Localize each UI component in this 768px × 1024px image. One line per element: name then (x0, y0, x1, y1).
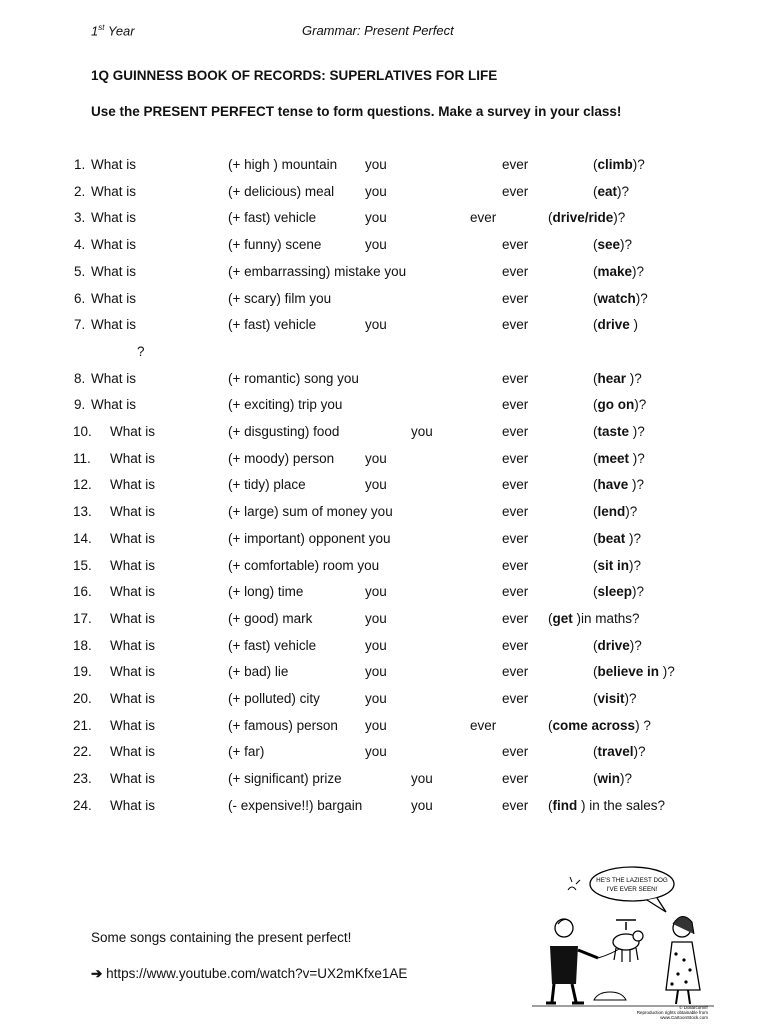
question-number: 10. (73, 424, 92, 439)
adjective-cue: (+ romantic) song you (228, 370, 359, 386)
adjective-cue: (+ comfortable) room you (228, 557, 380, 573)
adjective-cue: (+ good) mark (228, 610, 313, 626)
adjective-cue: (+ delicious) meal (228, 183, 335, 199)
verb-cue: (drive)? (593, 637, 642, 653)
question-stem: What is (91, 183, 137, 199)
verb-cue: (have )? (593, 477, 645, 493)
question-row (0, 317, 768, 339)
adverb-ever: ever (502, 664, 529, 680)
question-stem: What is (110, 717, 156, 733)
question-stem: What is (110, 610, 156, 626)
question-stem: What is (91, 397, 137, 413)
question-number: 9. (74, 397, 86, 413)
adverb-ever: ever (502, 771, 529, 787)
adverb-ever: ever (502, 744, 529, 760)
adverb-ever: ever (502, 584, 529, 600)
subject-you: you (365, 450, 387, 466)
question-stem: What is (110, 637, 156, 653)
adjective-cue: (+ disgusting) food (228, 424, 340, 439)
adverb-ever: ever (502, 504, 529, 520)
adverb-ever: ever (470, 210, 497, 226)
question-number: 14. (73, 530, 92, 546)
subject-you: you (365, 744, 387, 760)
subject-you: you (411, 771, 433, 787)
question-row (0, 744, 768, 766)
question-number: 8. (74, 370, 86, 386)
adjective-cue: (+ fast) vehicle (228, 317, 317, 333)
adverb-ever: ever (502, 397, 529, 413)
adjective-cue: (+ famous) person (228, 717, 338, 733)
question-row (0, 611, 768, 633)
adverb-ever: ever (502, 157, 529, 172)
credit-line-3: www.CartoonStock.com (660, 1015, 708, 1020)
subject-you: you (365, 237, 387, 253)
adverb-ever: ever (502, 290, 529, 306)
question-number: 5. (74, 263, 86, 279)
adverb-ever: ever (502, 317, 529, 333)
verb-cue: (visit)? (593, 691, 637, 706)
question-number: 13. (73, 504, 92, 520)
question-stem: What is (110, 530, 156, 546)
subject-you: you (411, 424, 433, 439)
question-stem: What is (110, 744, 156, 760)
header-subject: Grammar: Present Perfect (302, 23, 454, 38)
adjective-cue: (+ bad) lie (228, 664, 289, 680)
verb-cue: (drive/ride)? (548, 210, 626, 226)
question-row (0, 558, 768, 580)
lazy-dog-cartoon (532, 862, 714, 1020)
question-row (0, 531, 768, 553)
question-stem: What is (91, 263, 137, 279)
question-row (0, 157, 768, 179)
question-row (0, 237, 768, 259)
bubble-line-2: I'VE EVER SEEN! (606, 886, 658, 893)
question-number: 22. (73, 744, 92, 760)
verb-cue: (make)? (593, 263, 645, 279)
verb-cue: (travel)? (593, 744, 646, 760)
question-number: 4. (74, 237, 86, 253)
question-row (0, 371, 768, 393)
worksheet-title: 1Q GUINNESS BOOK OF RECORDS: SUPERLATIVES FOR LIFE (91, 68, 498, 83)
question-stem: What is (110, 477, 156, 493)
question-number: 7. (74, 317, 86, 333)
question-number: 16. (73, 584, 92, 600)
adjective-cue: (- expensive!!) bargain (228, 797, 363, 813)
question-row (0, 584, 768, 606)
adverb-ever: ever (502, 183, 529, 199)
question-number: 18. (73, 637, 92, 653)
subject-you: you (365, 584, 387, 600)
adjective-cue: (+ exciting) trip you (228, 397, 343, 413)
question-stem: What is (91, 370, 137, 386)
question-stem: What is (110, 771, 156, 787)
adverb-ever: ever (502, 424, 529, 439)
question-number: 19. (73, 664, 92, 680)
question-stem: What is (91, 157, 137, 172)
adjective-cue: (+ embarrassing) mistake you (228, 263, 407, 279)
question-number: 20. (73, 691, 92, 706)
youtube-link[interactable]: https://www.youtube.com/watch?v=UX2mKfxe1AE (106, 966, 408, 981)
verb-cue: (climb)? (593, 157, 645, 172)
subject-you: you (365, 610, 387, 626)
subject-you: you (365, 477, 387, 493)
question-number: 17. (73, 610, 92, 626)
question-number: 11. (73, 450, 91, 466)
adjective-cue: (+ tidy) place (228, 477, 306, 493)
subject-you: you (365, 691, 387, 706)
question-row (0, 718, 768, 740)
worksheet-instruction: Use the PRESENT PERFECT tense to form questions. Make a survey in your class! (91, 104, 622, 119)
question-number: 24. (73, 797, 92, 813)
subject-you: you (365, 317, 387, 333)
adverb-ever: ever (470, 717, 497, 733)
question-stem: What is (91, 290, 137, 306)
question-7-continuation (0, 344, 768, 366)
question-number: 6. (74, 290, 86, 306)
credit-line-1: © Dollarcom/fr (679, 1005, 708, 1010)
adverb-ever: ever (502, 610, 529, 626)
adverb-ever: ever (502, 797, 529, 813)
question-row (0, 798, 768, 820)
question-number: 2. (74, 183, 86, 199)
verb-cue: (see)? (593, 237, 633, 253)
question-stem: What is (110, 584, 156, 600)
adverb-ever: ever (502, 557, 529, 573)
question-stem: What is (91, 210, 137, 226)
adjective-cue: (+ funny) scene (228, 237, 322, 253)
question-stem: What is (110, 504, 156, 520)
question-stem: What is (110, 557, 156, 573)
verb-cue: (come across) ? (548, 717, 651, 733)
verb-cue: (win)? (593, 771, 633, 787)
question-row (0, 291, 768, 313)
verb-cue: (find ) in the sales? (548, 797, 666, 813)
question-row (0, 771, 768, 793)
verb-cue: (sit in)? (593, 557, 642, 573)
question-number: 3. (74, 210, 86, 226)
question-number: 12. (73, 477, 92, 493)
question-number: 21. (73, 717, 92, 733)
adjective-cue: (+ significant) prize (228, 771, 342, 787)
question-stem: What is (110, 424, 156, 439)
adjective-cue: (+ long) time (228, 584, 304, 600)
question-stem: What is (110, 664, 156, 680)
subject-you: you (365, 664, 387, 680)
verb-cue: (hear )? (593, 370, 642, 386)
verb-cue: (sleep)? (593, 584, 645, 600)
question-number: 1. (74, 157, 86, 172)
subject-you: you (365, 637, 387, 653)
subject-you: you (411, 797, 433, 813)
adjective-cue: (+ high ) mountain (228, 157, 338, 172)
question-mark: ? (137, 343, 145, 359)
question-stem: What is (91, 237, 137, 253)
adjective-cue: (+ far) (228, 744, 265, 760)
verb-cue: (meet )? (593, 450, 645, 466)
question-row (0, 504, 768, 526)
verb-cue: (get )in maths? (548, 610, 640, 626)
question-row (0, 477, 768, 499)
subject-you: you (365, 717, 387, 733)
adjective-cue: (+ important) opponent you (228, 530, 391, 546)
adverb-ever: ever (502, 637, 529, 653)
adverb-ever: ever (502, 477, 529, 493)
question-row (0, 424, 768, 446)
question-stem: What is (110, 691, 156, 706)
question-row (0, 664, 768, 686)
question-row (0, 264, 768, 286)
verb-cue: (eat)? (593, 183, 630, 199)
adverb-ever: ever (502, 530, 529, 546)
question-row (0, 210, 768, 232)
verb-cue: (lend)? (593, 504, 638, 520)
question-row (0, 451, 768, 473)
adjective-cue: (+ moody) person (228, 450, 335, 466)
adjective-cue: (+ polluted) city (228, 691, 320, 706)
songs-note: Some songs containing the present perfect! (91, 930, 352, 945)
adverb-ever: ever (502, 370, 529, 386)
question-stem: What is (91, 317, 137, 333)
subject-you: you (365, 157, 387, 172)
question-row (0, 638, 768, 660)
adjective-cue: (+ large) sum of money you (228, 504, 393, 520)
verb-cue: (beat )? (593, 530, 642, 546)
question-number: 15. (73, 557, 92, 573)
youtube-link-line (91, 966, 407, 982)
adjective-cue: (+ fast) vehicle (228, 637, 317, 653)
header-year: 1st Year (91, 23, 135, 39)
adverb-ever: ever (502, 263, 529, 279)
question-number: 23. (73, 771, 92, 787)
adverb-ever: ever (502, 691, 529, 706)
subject-you: you (365, 183, 387, 199)
verb-cue: (believe in )? (593, 664, 675, 680)
bubble-line-1: HE'S THE LAZIEST DOG (596, 877, 668, 884)
adverb-ever: ever (502, 237, 529, 253)
verb-cue: (watch)? (593, 290, 648, 306)
question-stem: What is (110, 450, 156, 466)
verb-cue: (taste )? (593, 424, 645, 439)
adverb-ever: ever (502, 450, 529, 466)
adjective-cue: (+ fast) vehicle (228, 210, 317, 226)
question-row (0, 397, 768, 419)
credit-line-2: Reproduction rights obtainable from (636, 1010, 708, 1015)
adjective-cue: (+ scary) film you (228, 290, 332, 306)
verb-cue: (go on)? (593, 397, 647, 413)
verb-cue: (drive ) (593, 317, 639, 333)
arrow-right-icon: ➔ (91, 966, 103, 981)
question-row (0, 691, 768, 713)
question-row (0, 184, 768, 206)
question-stem: What is (110, 797, 156, 813)
subject-you: you (365, 210, 387, 226)
